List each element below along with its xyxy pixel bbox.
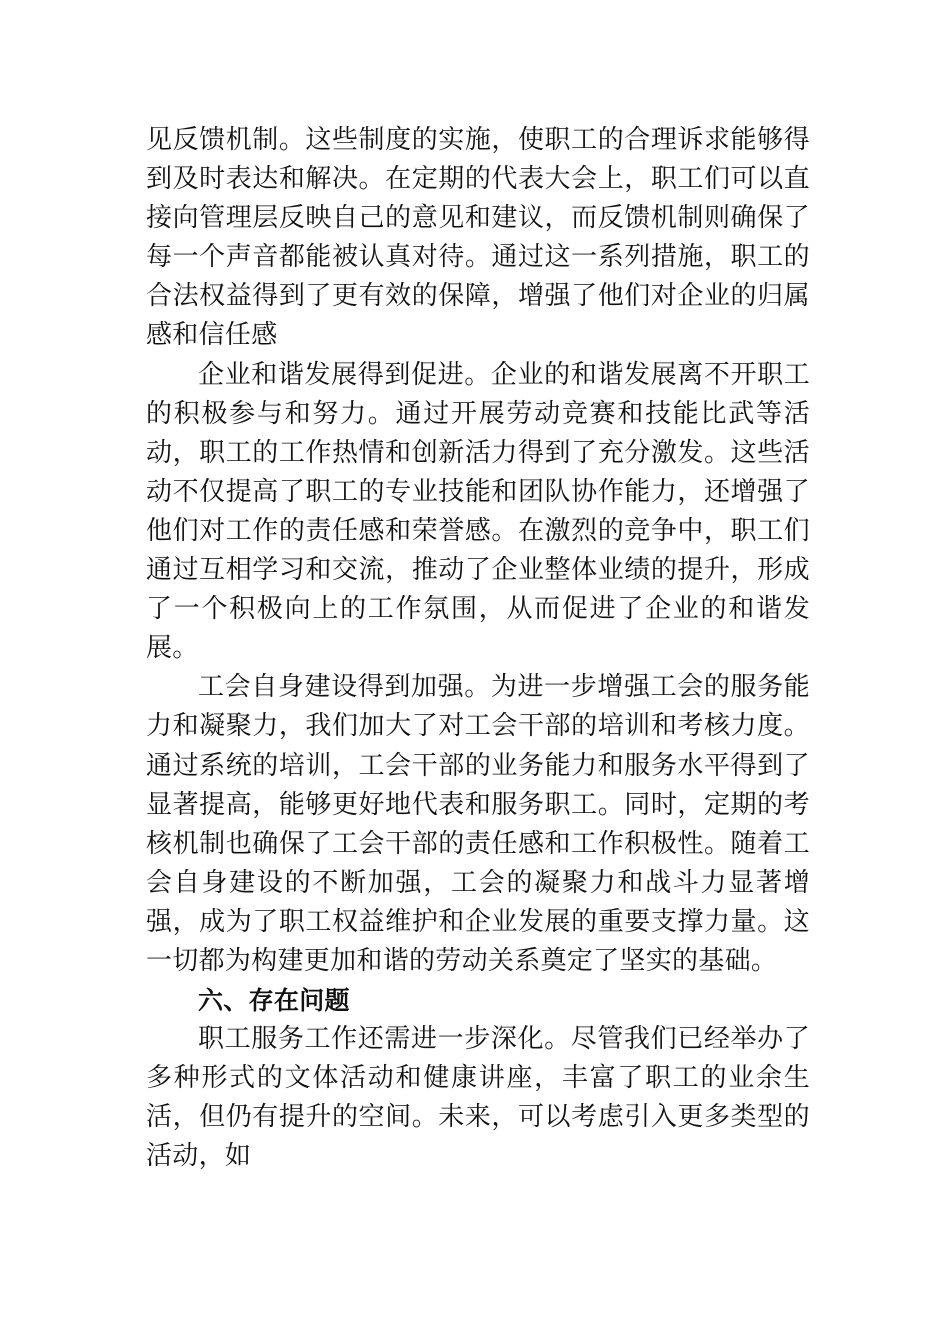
paragraph-harmonious-development: 企业和谐发展得到促进。企业的和谐发展离不开职工的积极参与和努力。通过开展劳动竞赛和技能比武等活动，职工的工作热情和创新活力得到了充分激发。这些活动不仅提高了职工的专业技能和团队协作能力，还增强了他们对工作的责任感和荣誉感。在激烈的竞争中，职工们通过互相学习和交流，推动了企业整体业绩的提升，形成了一个积极向上的工作氛围，从而促进了企业的和谐发展。 <box>146 359 810 664</box>
paragraph-service-work: 职工服务工作还需进一步深化。尽管我们已经举办了多种形式的文体活动和健康讲座，丰富了职工的业余生活，但仍有提升的空间。未来，可以考虑引入更多类型的活动，如 <box>146 1024 810 1172</box>
paragraph-feedback-mechanism: 见反馈机制。这些制度的实施，使职工的合理诉求能够得到及时表达和解决。在定期的代表大会上，职工们可以直接向管理层反映自己的意见和建议，而反馈机制则确保了每一个声音都能被认真对待。通过这一系列措施，职工的合法权益得到了更有效的保障，增强了他们对企业的归属感和信任感 <box>146 125 810 351</box>
paragraph-union-construction: 工会自身建设得到加强。为进一步增强工会的服务能力和凝聚力，我们加大了对工会干部的培训和考核力度。通过系统的培训，工会干部的业务能力和服务水平得到了显著提高，能够更好地代表和服务职工。同时，定期的考核机制也确保了工会干部的责任感和工作积极性。随着工会自身建设的不断加强，工会的凝聚力和战斗力显著增强，成为了职工权益维护和企业发展的重要支撑力量。这一切都为构建更加和谐的劳动关系奠定了坚实的基础。 <box>146 672 810 976</box>
document-body <box>146 121 810 1177</box>
section-heading-existing-problems: 六、存在问题 <box>198 986 350 1016</box>
